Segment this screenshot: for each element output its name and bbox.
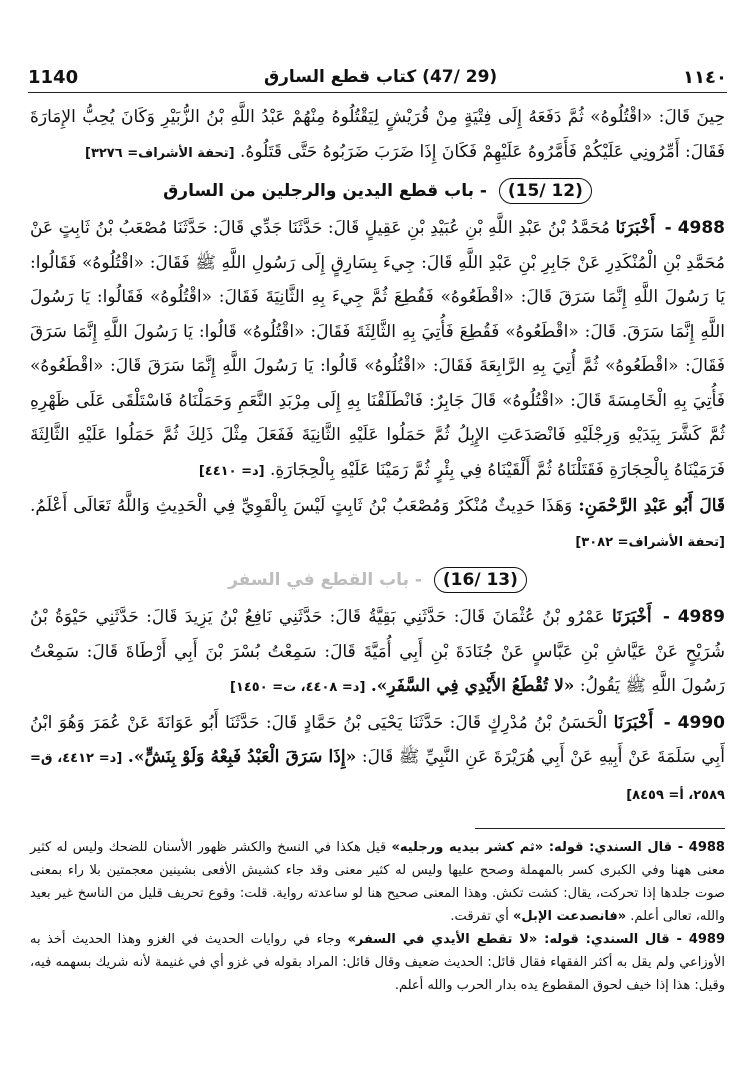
chapter-title: - باب القطع في السفر	[228, 570, 422, 590]
hadith-number: 4990 -	[663, 712, 725, 733]
hadith-ref: [د= ٤٤١٠]	[198, 463, 265, 479]
note-4988	[30, 836, 725, 928]
continuation-paragraph	[30, 100, 725, 171]
note-text: وجاء في روايات الحديث في الغزو وهذا الحديث أخذ به الأوزاعي ولم يقل به أكثر الفقهاء فقال قائل: الحديث ضعيف وقال قائل: المراد بقوله في غزو أي في غنيمة لأنه شريك بسهمه فيه، وقيل: هذا إذا خيف لحوق المقطوع يده بدار الحرب والله أعلم.	[30, 932, 725, 993]
page-header	[28, 62, 727, 93]
running-title: (29 /47) كتاب قطع السارق	[263, 67, 498, 87]
note-quote-text: أي تفرقت.	[450, 909, 509, 924]
hadith-ref: [د= ٤٤٠٨، ت= ١٤٥٠]	[229, 680, 366, 695]
chapter-number: (13 /16)	[434, 570, 527, 590]
footnotes	[30, 836, 725, 997]
abu-abdurrahman-label: قَالَ أَبُو عَبْدِ الرَّحْمَنِ:	[578, 496, 726, 516]
chapter-number: (12 /15)	[499, 181, 592, 201]
note-text: قيل هكذا في النسخ والكشر ظهور الأسنان للضحك وليس له كثير معنى ههنا وفي الكبرى كسر بالمهملة وصحح عليها وليس له كثير معنى وقد جاء كشيش الأفعى بشينين معجمتين بلا راء بمعنى صوت جلدها إذا تحركت، يقال: كشت تكش. وهذا المعنى صحيح هنا لو ساعدته رواية. قلت: وقوع تحريف قليل من الناسخ غير بعيد والله، تعالى أعلم.	[30, 840, 725, 924]
chapter-title: - باب قطع اليدين والرجلين من السارق	[163, 181, 487, 201]
comment-text: وَهَذَا حَدِيثٌ مُنْكَرٌ وَمُصْعَبُ بْنُ ثَابِتٍ لَيْسَ بِالْقَوِيِّ فِي الْحَدِيثِ وَاللَّهُ تَعَالَى أَعْلَمُ.	[30, 496, 573, 516]
note-4989	[30, 928, 725, 997]
akhbarana-word: أَخْبَرَنَا	[612, 607, 652, 627]
akhbarana-word: أَخْبَرَنَا	[613, 712, 654, 733]
hadith-text: مُحَمَّدُ بْنُ عَبْدِ اللَّهِ بْنِ عُبَيْدِ بْنِ عَقِيلٍ قَالَ: حَدَّثَنَا جَدِّي قَالَ: حَدَّثَنَا مُصْعَبُ بْنُ ثَابِتٍ عَنْ مُحَمَّدِ بْنِ الْمُنْكَدِرِ عَنْ جَابِرِ بْنِ عَبْدِ اللَّهِ قَالَ: جِيءَ بِسَارِقٍ إِلَى رَسُولِ اللَّهِ ﷺ فَقَالَ: «اقْتُلُوهُ» فَقَالُوا: يَا رَسُولَ اللَّهِ إِنَّمَا سَرَقَ قَالَ: «اقْطَعُوهُ» فَقُطِعَ ثُمَّ جِيءَ بِهِ الثَّانِيَةَ فَقَالَ: «اقْتُلُوهُ» فَقَالُوا: يَا رَسُولَ اللَّهِ إِنَّمَا سَرَقَ. قَالَ: «اقْطَعُوهُ» فَقُطِعَ فَأُتِيَ بِهِ الثَّالِثَةَ فَقَالَ: «اقْتُلُوهُ» قَالُوا: يَا رَسُولَ اللَّهِ إِنَّمَا سَرَقَ فَقَالَ: «اقْطَعُوهُ» ثُمَّ أُتِيَ بِهِ الرَّابِعَةَ فَقَالَ: «اقْتُلُوهُ» قَالُوا: يَا رَسُولَ اللَّهِ إِنَّمَا سَرَقَ قَالَ: «اقْطَعُوهُ» فَأُتِيَ بِهِ الْخَامِسَةَ قَالَ: «اقْتُلُوهُ» قَالَ جَابِرٌ: فَانْطَلَقْنَا بِهِ إِلَى مِرْبَدِ النَّعَمِ وَحَمَلْنَاهُ فَاسْتَلْقَى عَلَى ظَهْرِهِ ثُمَّ كَشَّرَ بِيَدَيْهِ وَرِجْلَيْهِ فَانْصَدَعَتِ الإِبِلُ ثُمَّ حَمَلُوا عَلَيْهِ الثَّانِيَةَ فَفَعَلَ مِثْلَ ذَلِكَ ثُمَّ حَمَلُوا عَلَيْهِ الثَّالِثَةَ فَرَمَيْنَاهُ بِالْحِجَارَةِ فَقَتَلْنَاهُ ثُمَّ أَلْقَيْنَاهُ فِي بِئْرٍ ثُمَّ رَمَيْنَا عَلَيْهِ بِالْحِجَارَةِ.	[30, 218, 725, 480]
page-number-latin: 1140	[28, 66, 79, 88]
hadith-text: الْحَسَنُ بْنُ مُدْرِكٍ قَالَ: حَدَّثَنَا يَحْيَى بْنُ حَمَّادٍ قَالَ: حَدَّثَنَا أَبُو عَوَانَةَ عَنْ عُمَرَ وَهُوَ ابْنُ أَبِي سَلَمَةَ عَنْ أَبِيهِ عَنْ أَبِي هُرَيْرَةَ عَنِ النَّبِيِّ ﷺ قَالَ:	[30, 712, 726, 767]
hadith-number: 4988 -	[664, 218, 726, 238]
hadith-4990	[30, 706, 725, 814]
comment-ref: [تحفة الأشراف= ٣٠٨٢]	[575, 534, 725, 550]
note-lead: 4988 - قال السندي: قوله: «ثم كشر بيديه ورجليه»	[391, 840, 725, 855]
continuation-text: حِينَ قَالَ: «اقْتُلُوهُ» ثُمَّ دَفَعَهُ إِلَى فِتْيَةٍ مِنْ قُرَيْشٍ لِيَقْتُلُوهُ مِنْهُمْ عَبْدُ اللَّهِ بْنُ الزُّبَيْرِ وَكَانَ يُحِبُّ الإِمَارَةَ فَقَالَ: أَمِّرُونِي عَلَيْكُمْ فَأَمَّرُوهُ عَلَيْهِمْ فَكَانَ إِذَا ضَرَبَ ضَرَبُوهُ حَتَّى قَتَلُوهُ.	[30, 107, 725, 162]
note-lead: 4989 - قال السندي: قوله: «لا تقطع الأيدي في السفر»	[347, 932, 726, 947]
hadith-4988	[30, 211, 725, 489]
akhbarana-word: أَخْبَرَنَا	[615, 218, 656, 238]
footnote-divider	[475, 828, 725, 829]
chapter-heading-12	[30, 171, 725, 211]
main-text	[30, 100, 725, 813]
hadith-text: عَمْرُو بْنُ عُثْمَانَ قَالَ: حَدَّثَنِي بَقِيَّةُ قَالَ: حَدَّثَنِي نَافِعُ بْنُ يَزِيدَ قَالَ: حَدَّثَنِي حَيْوَةُ بْنُ شُرَيْحٍ عَنْ عَيَّاشِ بْنِ عَبَّاسٍ عَنْ جُنَادَةَ بْنِ أَبِي أُمَيَّةَ قَالَ: سَمِعْتُ بُسْرَ بْنَ أَبِي أَرْطَاةَ قَالَ: سَمِعْتُ رَسُولَ اللَّهِ ﷺ يَقُولُ:	[30, 607, 725, 696]
note-quote: «فانصدعت الإبل»	[512, 909, 627, 924]
page-number-arabic: ١١٤٠	[683, 66, 727, 88]
hadith-4988-comment	[30, 489, 725, 560]
hadith-ref: [د= ٤٤١٢، ق= ٢٥٨٩، أ= ٨٤٥٩]	[30, 751, 725, 803]
prophetic-quote: «لا تُقْطَعُ الأَيْدِي فِي السَّفَرِ».	[370, 676, 575, 696]
continuation-ref: [تحفة الأشراف= ٣٢٧٦]	[84, 145, 235, 161]
hadith-4989	[30, 600, 725, 706]
prophetic-quote: «إِذَا سَرَقَ الْعَبْدُ فَبِعْهُ وَلَوْ بِنَشٍّ».	[127, 747, 357, 767]
hadith-number: 4989 -	[662, 607, 726, 627]
chapter-heading-13	[30, 560, 725, 600]
